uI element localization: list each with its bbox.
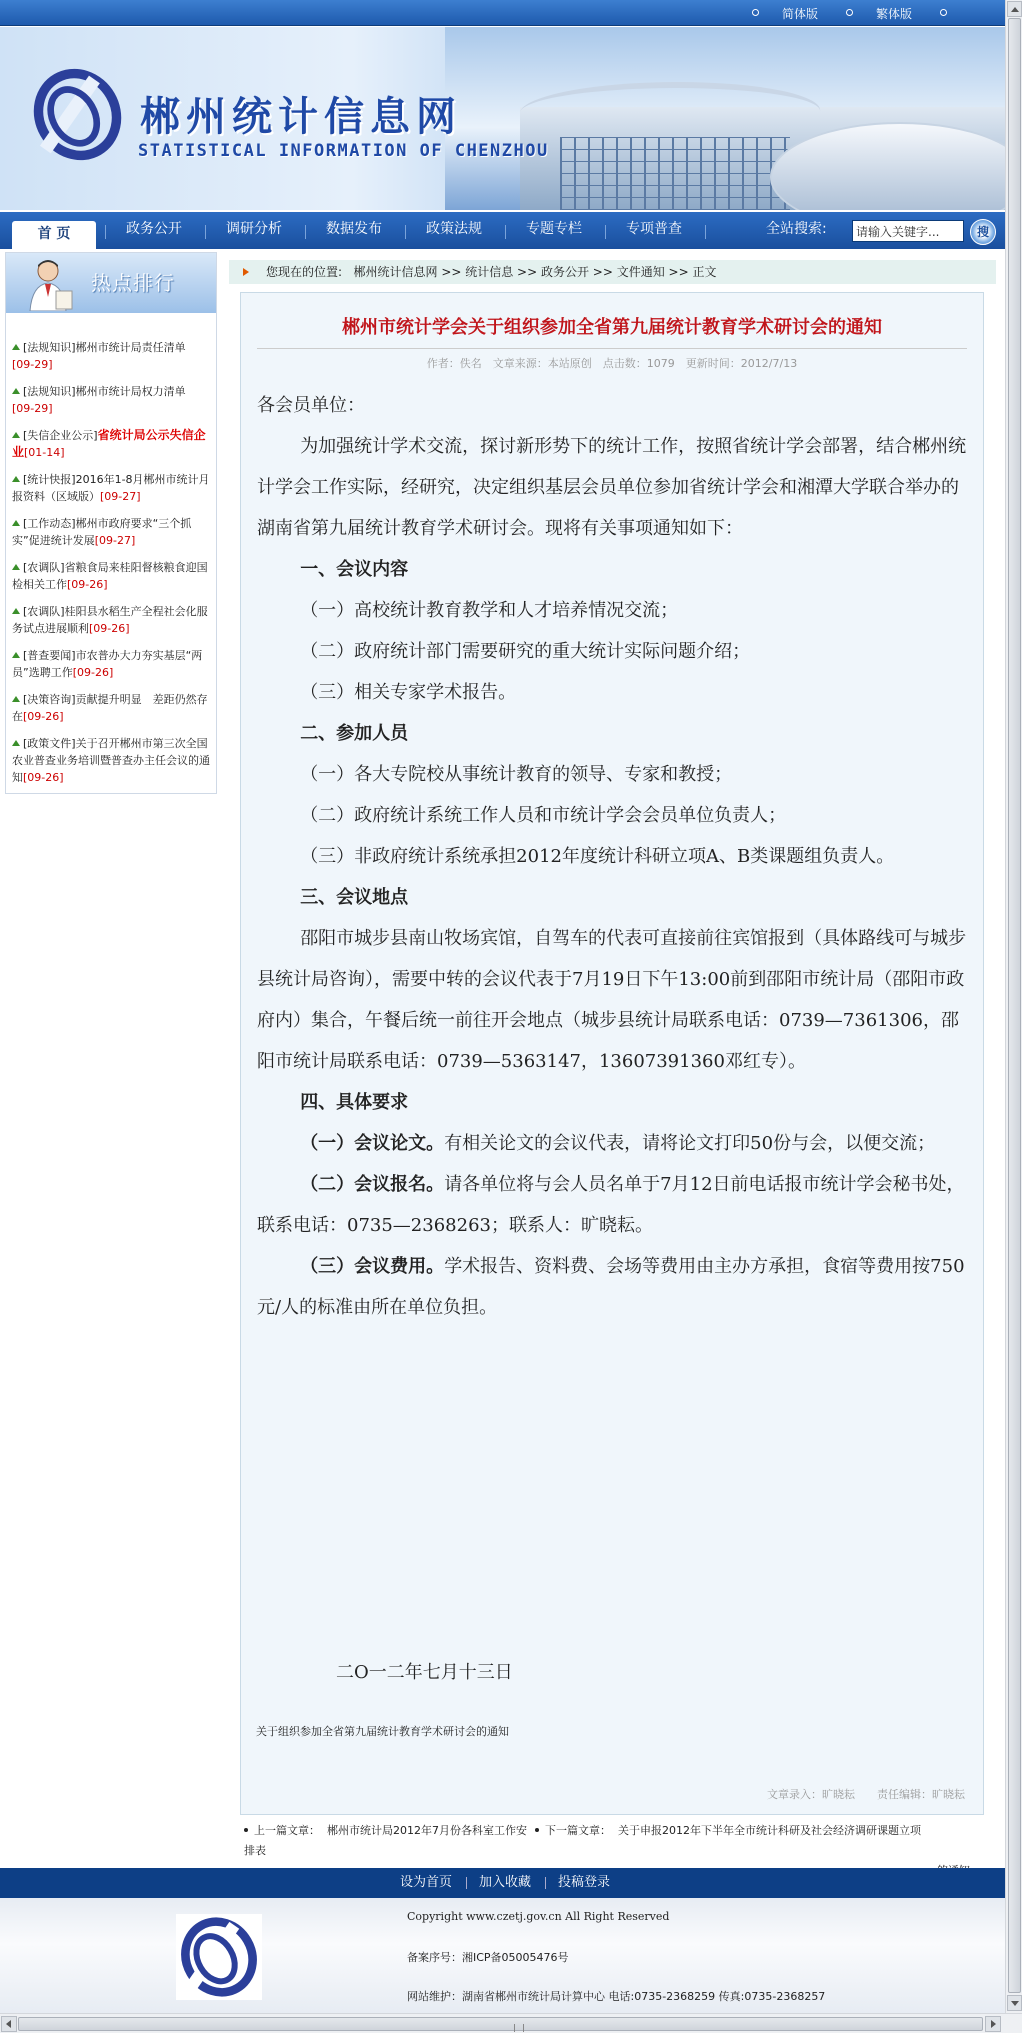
list-item[interactable] [6,427,216,461]
paragraph [257,1164,970,1246]
nav-divider [505,225,506,239]
list-item-date: [09-29] [12,402,53,415]
bullet-icon [752,9,759,16]
hot-ranking-title: 热点排行 [91,271,175,295]
paragraph: （一）高校统计教育教学和人才培养情况交流； [300,600,679,621]
requirement-label: （二）会议报名。 [300,1174,445,1195]
list-item-title[interactable]: [政策文件]关于召开郴州市第三次全国农业普查业务培训暨普查办主任会议的通知 [12,737,210,784]
list-item[interactable] [6,691,216,725]
requirement-label: （一）会议论文。 [300,1133,445,1154]
list-item-date: [09-26] [89,622,130,635]
section-heading: 一、会议内容 [300,559,409,580]
add-favorite-link[interactable]: 加入收藏 [479,1875,532,1890]
list-item[interactable] [6,647,216,681]
search-label: 全站搜索: [766,221,827,237]
section-heading: 四、具体要求 [300,1092,409,1113]
list-item-title[interactable]: [法规知识]郴州市统计局责任清单 [23,341,186,354]
article-tag-link[interactable]: 关于组织参加全省第九届统计教育学术研讨会的通知 [256,1725,509,1738]
breadcrumb [229,260,996,284]
paragraph: （三）相关专家学术报告。 [300,682,517,703]
scroll-thumb[interactable] [1008,18,1021,1993]
paragraph [257,1123,970,1164]
list-item-title[interactable]: [普查要闻]市农普办大力夯实基层“两员”选聘工作 [12,649,203,679]
footer-logo-icon [176,1914,262,2000]
site-logo-icon[interactable] [30,67,125,162]
person-avatar-icon [26,257,76,311]
list-item[interactable] [6,603,216,637]
list-item-title[interactable]: [决策咨询]贡献提升明显 差距仍然存在 [12,693,208,723]
bullet-icon [940,9,947,16]
nav-research[interactable]: 调研分析 [226,221,282,237]
submit-login-link[interactable]: 投稿登录 [558,1875,611,1890]
breadcrumb-path[interactable]: 郴州统计信息网 >> 统计信息 >> 政务公开 >> 文件通知 >> 正文 [353,265,717,279]
nav-government-affairs[interactable]: 政务公开 [126,221,182,237]
list-item-date: [09-27] [94,534,136,547]
traditional-chinese-link[interactable]: 繁体版 [876,7,913,21]
hot-ranking-header [6,253,216,313]
list-item[interactable] [6,735,216,786]
main-nav [0,212,1005,249]
list-item-title[interactable]: [统计快报]2016年1-8月郴州市统计月报资料（区域版） [12,473,210,503]
scroll-up-button[interactable] [1007,1,1022,17]
list-item-title[interactable]: 省统计局公示失信企业 [12,428,206,459]
section-heading: 三、会议地点 [300,887,409,908]
footer-divider [466,1877,467,1889]
nav-census[interactable]: 专项普查 [626,221,682,237]
simplified-chinese-link[interactable]: 简体版 [782,7,819,21]
footer-links-bar [0,1868,1005,1898]
article-body [257,385,970,1328]
banner-facade-image [560,137,790,210]
title-divider [257,348,967,349]
bullet-icon [535,1828,539,1832]
nav-divider [605,225,606,239]
site-title: 郴州统计信息网 [140,93,462,140]
list-item-title[interactable]: [农调队]桂阳县水稻生产全程社会化服务试点进展顺利 [12,605,208,635]
horizontal-scrollbar[interactable] [0,2013,1022,2033]
requirement-text: 学术报告、资料费、会场等费用由主办方承担，食宿等费用按750元/人的标准由所在单位负担。 [257,1256,965,1318]
bullet-icon [12,652,20,658]
nav-data-release[interactable]: 数据发布 [326,221,382,237]
footer [0,1898,1005,2013]
next-label: 下一篇文章： [545,1824,611,1837]
signature-date: 二O一二年七月十三日 [336,1662,513,1683]
scroll-grip-icon [514,2024,524,2032]
set-homepage-link[interactable]: 设为首页 [400,1875,453,1890]
list-item-date: [01-14] [24,446,65,459]
nav-divider [305,225,306,239]
site-banner [0,27,1005,210]
paragraph: （二）政府统计部门需要研究的重大统计实际问题介绍； [300,641,751,662]
bullet-icon [12,432,20,438]
bullet-icon [244,1828,248,1832]
paragraph [257,1246,970,1328]
icp-record: 备案序号：湘ICP备05005476号 [407,1951,569,1964]
hot-ranking-list [6,339,216,796]
article-panel [240,292,984,1815]
nav-divider [205,225,206,239]
nav-special-topics[interactable]: 专题专栏 [526,221,582,237]
search-button[interactable]: 搜 [970,219,996,245]
paragraph: 邵阳市城步县南山牧场宾馆，自驾车的代表可直接前往宾馆报到（具体路线可与城步县统计局咨询），需要中转的会议代表于7月19日下午13:00前到邵阳市统计局（邵阳市政府内）集合，午餐后统一前往开会地点（城步县统计局联系电话：0739—7361306，邵阳市统计局联系电话：0739—5363147，13607391360邓红专）。 [257,928,967,1072]
list-item[interactable] [6,471,216,505]
list-item-category[interactable]: [失信企业公示] [23,429,98,442]
search-input[interactable] [852,220,964,242]
list-item-date: [09-27] [100,490,141,503]
requirement-text: 有相关论文的会议代表，请将论文打印50份与会，以便交流； [444,1133,936,1154]
requirement-label: （三）会议费用。 [300,1256,445,1277]
scroll-thumb[interactable] [18,2017,983,2031]
list-item-date: [09-26] [23,771,64,784]
list-item[interactable] [6,515,216,549]
prev-article-link[interactable]: 郴州市统计局2012年7月份各科室工作安 [327,1824,527,1837]
site-subtitle: STATISTICAL INFORMATION OF CHENZHOU [138,141,549,161]
nav-policy[interactable]: 政策法规 [426,221,482,237]
scroll-down-button[interactable] [1007,1995,1022,2011]
requirement-text: 请各单位将与会人员名单于7月12日前电话报市统计学会秘书处，联系电话：0735—2368263；联系人：旷晓耘。 [257,1174,965,1236]
list-item-date: [09-26] [23,710,64,723]
nav-divider [405,225,406,239]
list-item[interactable] [6,339,216,373]
bullet-icon [12,696,20,702]
vertical-scrollbar[interactable] [1005,0,1022,2013]
prev-next-links [240,1821,984,1861]
list-item-title[interactable]: [农调队]省粮食局来桂阳督核粮食迎国检相关工作 [12,561,208,591]
article-title: 郴州市统计学会关于组织参加全省第九届统计教育学术研讨会的通知 [342,317,882,338]
arrow-right-icon [243,268,249,276]
next-article-link[interactable]: 关于申报2012年下半年全市统计科研及社会经济调研课题立项 [618,1824,921,1837]
list-item[interactable] [6,383,216,417]
section-heading: 二、参加人员 [300,723,409,744]
maintenance-info: 网站维护：湖南省郴州市统计局计算中心 电话:0735-2368259 传真:0735-2368257 [407,1990,826,2003]
bullet-icon [12,388,20,394]
bullet-icon [846,9,853,16]
paragraph: （三）非政府统计系统承担2012年度统计科研立项A、B类课题组负责人。 [300,846,895,867]
list-item[interactable] [6,559,216,593]
article-meta: 作者：佚名 文章来源：本站原创 点击数：1079 更新时间：2012/7/13 [426,357,798,370]
scroll-left-button[interactable] [1,2016,17,2032]
bullet-icon [12,476,20,482]
list-item-title[interactable]: [法规知识]郴州市统计局权力清单 [23,385,186,398]
paragraph: 为加强统计学术交流，探讨新形势下的统计工作，按照省统计学会部署，结合郴州统计学会工作实际，经研究，决定组织基层会员单位参加省统计学会和湘潭大学联合举办的湖南省第九届统计教育学术研讨会。现将有关事项通知如下： [257,436,967,539]
prev-label: 上一篇文章： [254,1824,320,1837]
footer-divider [545,1877,546,1889]
nav-divider [705,225,706,239]
list-item-date: [09-29] [12,358,53,371]
bullet-icon [12,344,20,350]
prev-article-link-tail[interactable]: 排表 [244,1844,266,1857]
nav-home[interactable]: 首 页 [12,221,96,249]
bullet-icon [12,564,20,570]
copyright-text: Copyright www.czetj.gov.cn All Right Reserved [407,1910,670,1923]
hot-ranking-sidebar [5,252,217,794]
salutation: 各会员单位： [257,395,365,416]
list-item-date: [09-26] [72,666,114,679]
list-item-date: [09-26] [67,578,108,591]
scroll-right-button[interactable] [985,2016,1001,2032]
bullet-icon [12,520,20,526]
paragraph: （一）各大专院校从事统计教育的领导、专家和教授； [300,764,733,785]
list-item-title[interactable]: [工作动态]郴州市政府要求“三个抓实”促进统计发展 [12,517,192,547]
top-bar [0,0,1005,26]
paragraph: （二）政府统计系统工作人员和市统计学会会员单位负责人； [300,805,787,826]
breadcrumb-label: 您现在的位置: [266,265,343,279]
bullet-icon [12,608,20,614]
bullet-icon [12,740,20,746]
nav-divider [105,225,106,239]
article-editors: 文章录入：旷晓耘 责任编辑：旷晓耘 [767,1788,965,1801]
